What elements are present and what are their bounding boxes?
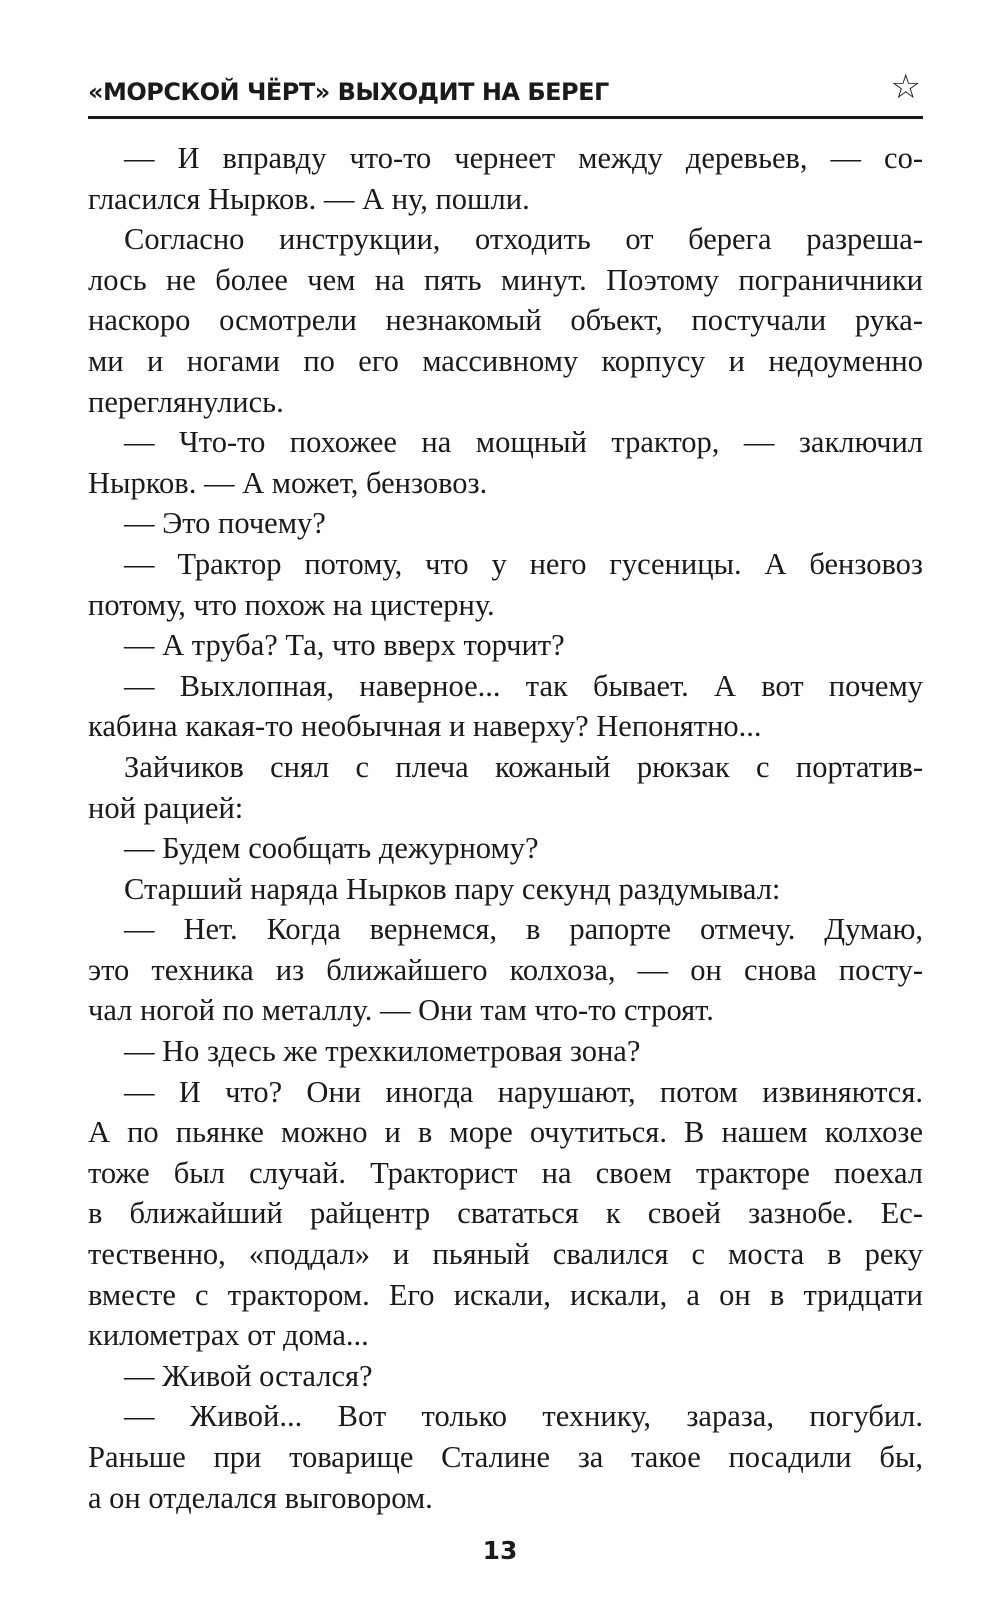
text-line: тоже был случай. Тракторист на своем тракторе поехал (88, 1155, 923, 1190)
text-line: Зайчиков снял с плеча кожаный рюкзак с портатив- (124, 749, 923, 784)
text-line: ми и ногами по его массивному корпусу и недоуменно (88, 343, 923, 378)
text-line: — Живой остался? (124, 1358, 373, 1393)
text-line: — Трактор потому, что у него гусеницы. А бензовоз (124, 546, 923, 581)
text-line: Нырков. — А может, бензовоз. (88, 465, 488, 500)
text-line: гласился Нырков. — А ну, пошли. (88, 181, 530, 216)
text-line: А по пьянке можно и в море очутиться. В нашем колхозе (88, 1115, 923, 1150)
text-line: наскоро осмотрели незнакомый объект, постучали рука- (88, 303, 923, 338)
text-line: — Выхлопная, наверное... так бывает. А вот почему (124, 668, 923, 703)
text-line: чал ногой по металлу. — Они там что-то строят. (88, 993, 714, 1028)
text-line: вместе с трактором. Его искали, искали, а он в тридцати (88, 1277, 923, 1312)
running-title: «МОРСКОЙ ЧЁРТ» ВЫХОДИТ НА БЕРЕГ (88, 78, 609, 106)
text-line: — Что-то похожее на мощный трактор, — заключил (124, 425, 923, 460)
text-line: — И что? Они иногда нарушают, потом извиняются. (124, 1074, 923, 1109)
text-line: — Живой... Вот только технику, зараза, погубил. (124, 1399, 923, 1434)
body-text (88, 138, 923, 1518)
text-line: — Но здесь же трехкилометровая зона? (124, 1034, 641, 1069)
text-line: лось не более чем на пять минут. Поэтому пограничники (88, 262, 923, 297)
running-head (88, 67, 923, 119)
text-line: в ближайший райцентр свататься к своей зазнобе. Ес- (88, 1196, 923, 1231)
text-line: это техника из ближайшего колхоза, — он снова посту- (88, 952, 923, 987)
page-number: 13 (482, 1536, 518, 1565)
text-line: — Будем сообщать дежурному? (124, 831, 539, 866)
text-line: переглянулись. (88, 384, 284, 419)
text-line: километрах от дома... (88, 1318, 369, 1353)
text-line: ной рацией: (88, 790, 244, 825)
star-icon: ☆ (890, 67, 921, 107)
text-line: — Нет. Когда вернемся, в рапорте отмечу. Думаю, (124, 912, 923, 947)
text-line: а он отделался выговором. (88, 1480, 433, 1515)
text-line: — А труба? Та, что вверх торчит? (124, 628, 565, 663)
text-line: Раньше при товарище Сталине за такое посадили бы, (88, 1440, 923, 1474)
text-line: Согласно инструкции, отходить от берега разреша- (124, 222, 923, 257)
text-line: кабина какая-то необычная и наверху? Непонятно... (88, 709, 762, 744)
text-line: — И вправду что-то чернеет между деревьев, — со- (124, 141, 923, 175)
text-line: тественно, «поддал» и пьяный свалился с моста в реку (88, 1237, 923, 1272)
text-line: Старший наряда Нырков пару секунд раздумывал: (124, 871, 781, 906)
text-line: — Это почему? (124, 506, 326, 541)
text-line: потому, что похож на цистерну. (88, 587, 495, 622)
